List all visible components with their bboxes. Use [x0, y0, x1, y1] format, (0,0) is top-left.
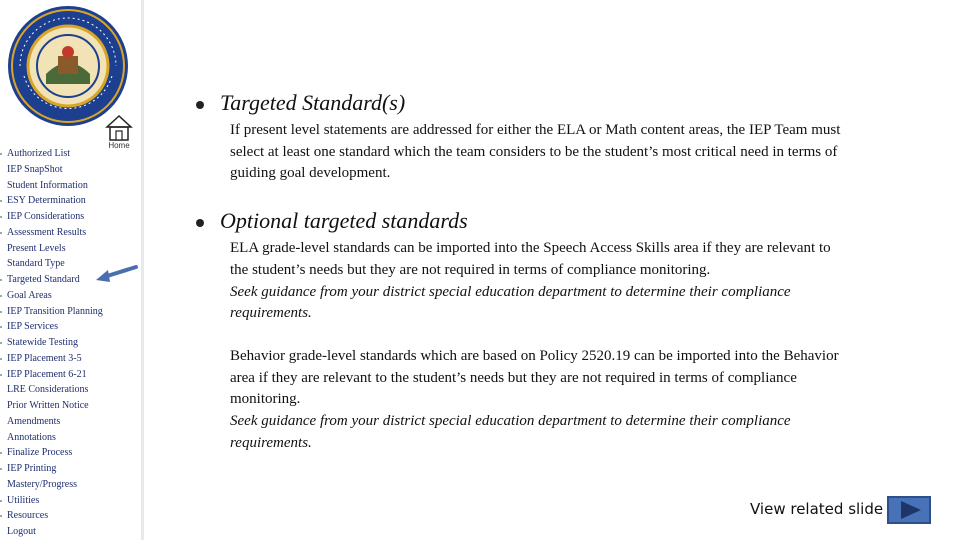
sidebar-item-label: Finalize Process — [7, 447, 73, 459]
sidebar-item-label: Utilities — [7, 494, 40, 506]
sidebar-item-label: Goal Areas — [7, 289, 52, 301]
nav-tick — [0, 500, 2, 502]
sidebar-item-label: Student Information — [7, 179, 88, 191]
paragraph: ELA grade-level standards can be imported into the Speech Access Skills area if they are relevant to the student’s needs but they are not required in terms of compliance monitoring. — [230, 240, 831, 278]
sidebar-item-label: Amendments — [7, 415, 61, 427]
nav-tick — [0, 326, 2, 328]
sidebar-item-label: Assessment Results — [7, 226, 87, 238]
nav-tick — [0, 311, 2, 313]
sidebar-item-label: Logout — [7, 526, 36, 537]
sidebar-item-prior-written-notice[interactable] — [0, 398, 141, 414]
pointer-arrow-icon — [92, 262, 140, 286]
sidebar-item-label: IEP Placement 6-21 — [7, 368, 87, 380]
sidebar-item-lre-considerations[interactable] — [0, 382, 141, 398]
nav-tick — [0, 452, 2, 454]
section-optional-standards-heading — [190, 206, 850, 238]
next-slide-button[interactable] — [887, 496, 931, 524]
nav-tick — [0, 342, 2, 344]
sidebar-item-label: Mastery/Progress — [7, 478, 77, 490]
sidebar-item-iep-snapshot[interactable] — [0, 162, 141, 178]
nav-tick — [0, 279, 2, 281]
sidebar-item-label: IEP Services — [7, 321, 59, 333]
sidebar-item-iep-printing[interactable] — [0, 461, 141, 477]
sidebar-item-label: Authorized List — [7, 148, 71, 159]
section-targeted-standards-heading — [190, 88, 850, 120]
sidebar-item-label: Annotations — [7, 431, 56, 443]
sidebar-item-mastery-progress[interactable] — [0, 477, 141, 493]
sidebar-item-label: Resources — [7, 510, 49, 522]
sidebar-item-label: IEP Transition Planning — [7, 305, 103, 317]
nav-tick — [0, 515, 2, 517]
sidebar-item-label: ESY Determination — [7, 195, 86, 207]
sidebar-item-label: IEP Placement 3-5 — [7, 352, 82, 364]
home-icon — [104, 113, 134, 143]
sidebar-item-iep-services[interactable] — [0, 319, 141, 335]
section-title: Targeted Standard(s) — [220, 90, 406, 115]
bullet-icon — [196, 101, 204, 109]
nav-tick — [0, 468, 2, 470]
sidebar-item-present-levels[interactable] — [0, 241, 141, 257]
sidebar-item-statewide-testing[interactable] — [0, 335, 141, 351]
guidance-text: Seek guidance from your district special education department to determine their compliance requirements. — [230, 283, 791, 322]
nav-tick — [0, 295, 2, 297]
paragraph: If present level statements are addressed for either the ELA or Math content areas, the IEP Team must select at least one standard which the team considers to be the student’s most critical need in terms of guiding goal development. — [230, 122, 841, 182]
sidebar-nav — [0, 146, 141, 540]
sidebar-item-finalize-process[interactable] — [0, 445, 141, 461]
sidebar-item-iep-placement-3-5[interactable] — [0, 351, 141, 367]
section-title: Optional targeted standards — [220, 208, 468, 234]
sidebar-item-label: Prior Written Notice — [7, 400, 89, 411]
main-content — [190, 88, 850, 454]
nav-tick — [0, 232, 2, 234]
view-related-slide-link[interactable]: View related slide — [750, 500, 884, 518]
sidebar-item-amendments[interactable] — [0, 414, 141, 430]
sidebar-item-label: Present Levels — [7, 242, 66, 254]
sidebar-item-student-information[interactable] — [0, 178, 141, 194]
nav-tick — [0, 374, 2, 376]
section-targeted-standards-body — [230, 120, 850, 185]
sidebar-item-esy-determination[interactable] — [0, 193, 141, 209]
sidebar-item-iep-transition-planning[interactable] — [0, 304, 141, 320]
sidebar-item-authorized-list[interactable] — [0, 146, 141, 162]
sidebar-item-label: Statewide Testing — [7, 337, 79, 348]
nav-tick — [0, 153, 2, 155]
sidebar-item-label: IEP Considerations — [7, 211, 85, 222]
nav-tick — [0, 200, 2, 202]
sidebar-item-goal-areas[interactable] — [0, 288, 141, 304]
sidebar-item-iep-considerations[interactable] — [0, 209, 141, 225]
sidebar-item-label: Standard Type — [7, 258, 65, 270]
sidebar-item-iep-placement-6-21[interactable] — [0, 367, 141, 383]
nav-tick — [0, 216, 2, 218]
nav-tick — [0, 358, 2, 360]
play-right-icon — [889, 498, 929, 522]
sidebar-item-label: Targeted Standard — [7, 274, 80, 285]
sidebar-item-label: IEP SnapShot — [7, 163, 63, 175]
sidebar-item-annotations[interactable] — [0, 430, 141, 446]
department-seal-logo — [6, 4, 130, 128]
sidebar-item-resources[interactable] — [0, 508, 141, 524]
sidebar-item-logout[interactable] — [0, 524, 141, 540]
sidebar-item-assessment-results[interactable] — [0, 225, 141, 241]
bullet-icon — [196, 219, 204, 227]
sidebar-item-utilities[interactable] — [0, 493, 141, 509]
sidebar-item-label: IEP Printing — [7, 463, 57, 474]
sidebar-item-label: LRE Considerations — [7, 384, 89, 396]
home-label: Home — [108, 141, 130, 150]
guidance-text: Seek guidance from your district special education department to determine their compliance requirements. — [230, 413, 791, 451]
section-optional-standards-body — [230, 238, 850, 454]
paragraph: Behavior grade-level standards which are based on Policy 2520.19 can be imported into the Behavior area if they are relevant to the student’s needs but they are not required in terms of compliance monitoring. — [230, 347, 839, 408]
